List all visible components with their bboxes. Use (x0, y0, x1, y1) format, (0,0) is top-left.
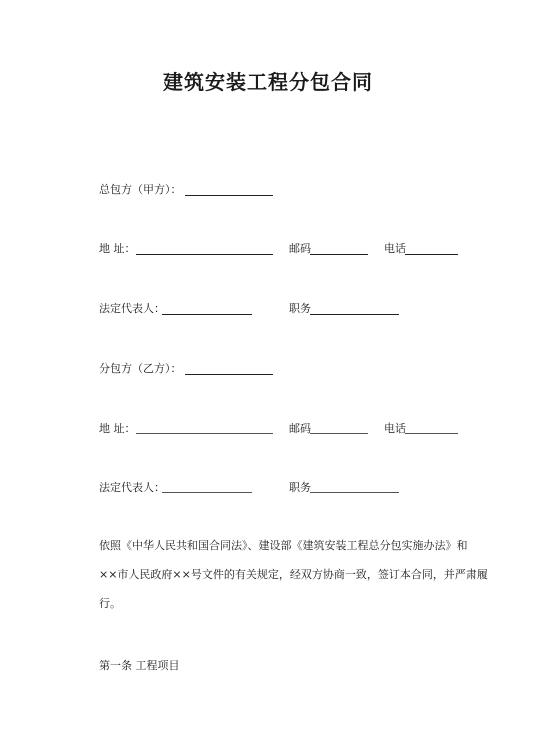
party-b-position-blank[interactable] (310, 492, 399, 493)
party-b-rep-blank[interactable] (162, 492, 252, 493)
party-a-address-label: 地 址： (99, 242, 136, 255)
party-a-rep-blank[interactable] (162, 314, 252, 315)
party-b-rep-label: 法定代表人： (99, 481, 165, 494)
party-a-position-blank[interactable] (310, 314, 399, 315)
party-a-postcode-blank[interactable] (310, 254, 368, 255)
party-a-phone-blank[interactable] (405, 254, 458, 255)
party-b-phone-blank[interactable] (405, 433, 458, 434)
party-b-position-label: 职务 (289, 481, 311, 494)
party-b-blank[interactable] (185, 374, 273, 375)
party-a-postcode-label: 邮码 (289, 242, 311, 255)
party-a-address-blank[interactable] (136, 254, 273, 255)
article-1-heading: 第一条 工程项目 (99, 659, 180, 672)
party-a-label: 总包方（甲方）： (99, 183, 182, 196)
preamble-line-2: ××市人民政府××号文件的有关规定，经双方协商一致，签订本合同，并严肃履 (99, 568, 488, 581)
party-b-address-blank[interactable] (136, 433, 273, 434)
party-a-rep-label: 法定代表人： (99, 302, 165, 315)
preamble-line-1: 依照《中华人民共和国合同法》、建设部《建筑安装工程总分包实施办法》和 (99, 539, 468, 552)
party-b-address-label: 地 址： (99, 422, 136, 435)
party-b-postcode-blank[interactable] (310, 433, 368, 434)
party-b-postcode-label: 邮码 (289, 422, 311, 435)
party-b-label: 分包方（乙方）： (99, 362, 182, 375)
party-a-blank[interactable] (185, 195, 273, 196)
preamble-line-3: 行。 (99, 597, 121, 610)
document-title: 建筑安装工程分包合同 (163, 70, 373, 94)
party-a-phone-label: 电话 (384, 242, 406, 255)
party-a-position-label: 职务 (289, 302, 311, 315)
party-b-phone-label: 电话 (384, 422, 406, 435)
